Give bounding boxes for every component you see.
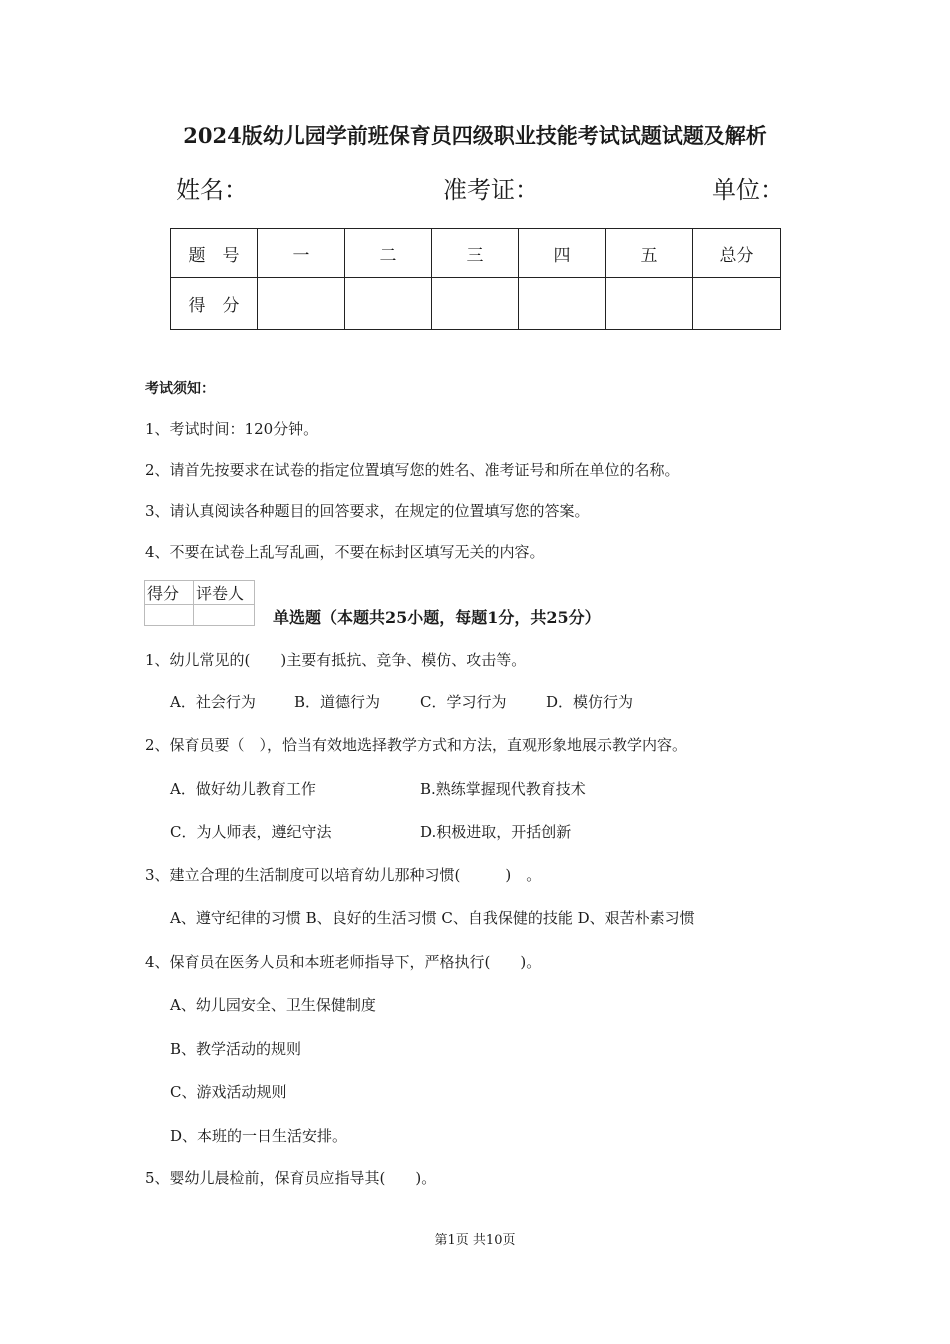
grader-box: [144, 580, 255, 626]
grader-name-cell[interactable]: [194, 605, 255, 626]
question-option: D、本班的一日生活安排。: [170, 1127, 348, 1145]
score-cell[interactable]: [432, 278, 519, 330]
question-stem: 3、建立合理的生活制度可以培育幼儿那种习惯( ) 。: [145, 866, 542, 884]
grader-name-label: 评卷人: [194, 581, 255, 605]
notice-item: 3、请认真阅读各种题目的回答要求，在规定的位置填写您的答案。: [145, 502, 590, 520]
score-cell[interactable]: [519, 278, 606, 330]
score-cell[interactable]: [258, 278, 345, 330]
notice-heading: 考试须知：: [145, 381, 215, 397]
score-table-header-cell: 五: [606, 229, 693, 278]
score-cell[interactable]: [345, 278, 432, 330]
score-table-header-cell: 二: [345, 229, 432, 278]
question-options-line: A、遵守纪律的习惯 B、良好的生活习惯 C、自我保健的技能 D、艰苦朴素习惯: [170, 909, 695, 927]
question-option: A．社会行为: [170, 693, 256, 711]
grader-score-cell[interactable]: [145, 605, 194, 626]
question-option: D．模仿行为: [546, 693, 634, 711]
score-table-header-cell: 一: [258, 229, 345, 278]
score-table-header-row: [171, 229, 781, 278]
notice-item: 2、请首先按要求在试卷的指定位置填写您的姓名、准考证号和所在单位的名称。: [145, 461, 680, 479]
section-title: 单选题（本题共25小题，每题1分，共25分）: [273, 608, 601, 627]
question-option: C、游戏活动规则: [170, 1083, 287, 1101]
score-table: [170, 228, 781, 330]
score-cell[interactable]: [693, 278, 781, 330]
question-stem: 1、幼儿常见的( )主要有抵抗、竞争、模仿、攻击等。: [145, 651, 527, 669]
question-option: C．学习行为: [420, 693, 507, 711]
exam-id-field-label: 准考证：: [443, 176, 539, 204]
question-option: B、教学活动的规则: [170, 1040, 302, 1058]
grader-score-label: 得分: [145, 581, 194, 605]
name-field-label: 姓名：: [176, 176, 248, 204]
question-option: A、幼儿园安全、卫生保健制度: [170, 996, 376, 1014]
score-cell[interactable]: [606, 278, 693, 330]
question-option: B．道德行为: [294, 693, 381, 711]
score-table-score-row: [171, 278, 781, 330]
question-option: C．为人师表，遵纪守法: [170, 823, 332, 841]
question-stem: 2、保育员要（ ），恰当有效地选择教学方式和方法，直观形象地展示教学内容。: [145, 736, 688, 754]
question-option: D.积极进取，开括创新: [420, 823, 572, 841]
score-table-header-cell: 四: [519, 229, 606, 278]
page-footer: 第1页 共10页: [434, 1233, 516, 1248]
notice-item: 1、考试时间：120分钟。: [145, 420, 319, 438]
question-stem: 4、保育员在医务人员和本班老师指导下，严格执行( )。: [145, 953, 542, 971]
document-title: 2024版幼儿园学前班保育员四级职业技能考试试题试题及解析: [183, 123, 767, 148]
score-row-label: 得 分: [171, 278, 258, 330]
score-table-header-cell: 题 号: [171, 229, 258, 278]
unit-field-label: 单位：: [712, 176, 784, 204]
notice-item: 4、不要在试卷上乱写乱画，不要在标封区填写无关的内容。: [145, 543, 545, 561]
question-option: A．做好幼儿教育工作: [170, 780, 316, 798]
question-option: B.熟练掌握现代教育技术: [420, 780, 586, 798]
score-table-header-cell: 总分: [693, 229, 781, 278]
question-stem: 5、婴幼儿晨检前，保育员应指导其( )。: [145, 1169, 437, 1187]
score-table-header-cell: 三: [432, 229, 519, 278]
